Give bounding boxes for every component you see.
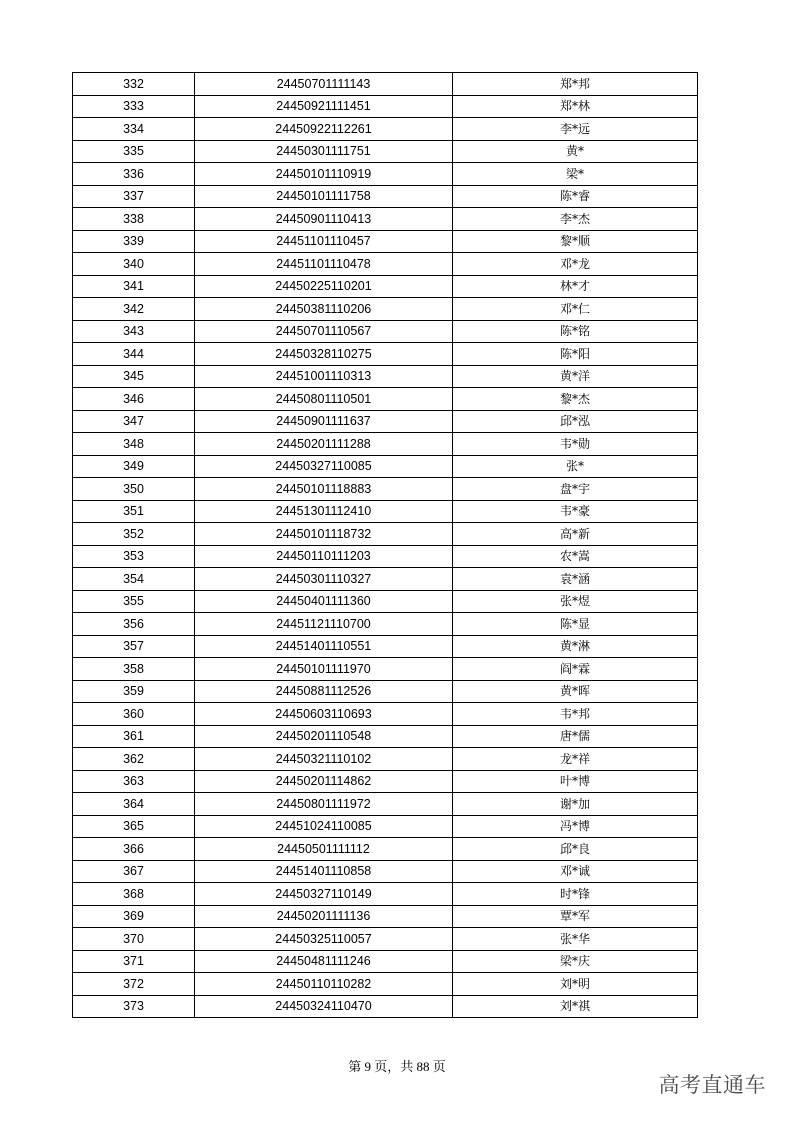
table-row	[73, 613, 698, 636]
exam-id-cell: 24451301112410	[195, 500, 453, 523]
name-cell: 唐*儒	[453, 725, 698, 748]
index-cell: 338	[73, 208, 195, 231]
table-row	[73, 343, 698, 366]
exam-id-cell: 24450701111143	[195, 73, 453, 96]
table-row	[73, 793, 698, 816]
exam-id-cell: 24450101111758	[195, 185, 453, 208]
name-cell: 黄*晖	[453, 680, 698, 703]
name-cell: 叶*博	[453, 770, 698, 793]
roster-table	[72, 72, 698, 1018]
index-cell: 372	[73, 973, 195, 996]
name-cell: 梁*	[453, 163, 698, 186]
table-row	[73, 950, 698, 973]
exam-id-cell: 24450201114862	[195, 770, 453, 793]
index-cell: 359	[73, 680, 195, 703]
exam-id-cell: 24450328110275	[195, 343, 453, 366]
index-cell: 356	[73, 613, 195, 636]
index-cell: 346	[73, 388, 195, 411]
table-row	[73, 725, 698, 748]
exam-id-cell: 24450481111246	[195, 950, 453, 973]
name-cell: 龙*祥	[453, 748, 698, 771]
table-row	[73, 455, 698, 478]
index-cell: 334	[73, 118, 195, 141]
exam-id-cell: 24450901110413	[195, 208, 453, 231]
name-cell: 袁*涵	[453, 568, 698, 591]
index-cell: 333	[73, 95, 195, 118]
name-cell: 梁*庆	[453, 950, 698, 973]
roster-table-body	[73, 73, 698, 1018]
index-cell: 337	[73, 185, 195, 208]
exam-id-cell: 24450201111288	[195, 433, 453, 456]
name-cell: 邱*良	[453, 838, 698, 861]
table-row	[73, 388, 698, 411]
name-cell: 陈*铭	[453, 320, 698, 343]
index-cell: 351	[73, 500, 195, 523]
table-row	[73, 815, 698, 838]
table-row	[73, 545, 698, 568]
index-cell: 369	[73, 905, 195, 928]
table-row	[73, 208, 698, 231]
name-cell: 郑*林	[453, 95, 698, 118]
name-cell: 黄*洋	[453, 365, 698, 388]
exam-id-cell: 24450381110206	[195, 298, 453, 321]
index-cell: 336	[73, 163, 195, 186]
table-row	[73, 73, 698, 96]
table-row	[73, 410, 698, 433]
name-cell: 刘*祺	[453, 995, 698, 1018]
index-cell: 344	[73, 343, 195, 366]
index-cell: 364	[73, 793, 195, 816]
name-cell: 陈*阳	[453, 343, 698, 366]
index-cell: 349	[73, 455, 195, 478]
exam-id-cell: 24450110111203	[195, 545, 453, 568]
name-cell: 邓*诚	[453, 860, 698, 883]
name-cell: 盘*宇	[453, 478, 698, 501]
index-cell: 335	[73, 140, 195, 163]
table-row	[73, 253, 698, 276]
name-cell: 黄*淋	[453, 635, 698, 658]
exam-id-cell: 24451121110700	[195, 613, 453, 636]
exam-id-cell: 24451024110085	[195, 815, 453, 838]
table-row	[73, 500, 698, 523]
name-cell: 张*华	[453, 928, 698, 951]
name-cell: 陈*睿	[453, 185, 698, 208]
exam-id-cell: 24451101110478	[195, 253, 453, 276]
watermark-logo: 高考直通车	[658, 1073, 766, 1097]
exam-id-cell: 24450101118883	[195, 478, 453, 501]
exam-id-cell: 24450921111451	[195, 95, 453, 118]
index-cell: 341	[73, 275, 195, 298]
index-cell: 353	[73, 545, 195, 568]
index-cell: 339	[73, 230, 195, 253]
page-number-text: 第 9 页，共 88 页	[348, 1059, 446, 1074]
index-cell: 370	[73, 928, 195, 951]
index-cell: 355	[73, 590, 195, 613]
name-cell: 郑*邦	[453, 73, 698, 96]
index-cell: 345	[73, 365, 195, 388]
table-row	[73, 973, 698, 996]
name-cell: 邱*泓	[453, 410, 698, 433]
name-cell: 韦*勋	[453, 433, 698, 456]
exam-id-cell: 24450701110567	[195, 320, 453, 343]
exam-id-cell: 24450801110501	[195, 388, 453, 411]
exam-id-cell: 24450101118732	[195, 523, 453, 546]
index-cell: 340	[73, 253, 195, 276]
table-row	[73, 658, 698, 681]
table-row	[73, 320, 698, 343]
index-cell: 360	[73, 703, 195, 726]
index-cell: 363	[73, 770, 195, 793]
table-row	[73, 883, 698, 906]
index-cell: 332	[73, 73, 195, 96]
index-cell: 357	[73, 635, 195, 658]
exam-id-cell: 24450881112526	[195, 680, 453, 703]
exam-id-cell: 24450327110085	[195, 455, 453, 478]
exam-id-cell: 24450301111751	[195, 140, 453, 163]
name-cell: 张*煜	[453, 590, 698, 613]
index-cell: 343	[73, 320, 195, 343]
table-row	[73, 770, 698, 793]
index-cell: 347	[73, 410, 195, 433]
name-cell: 张*	[453, 455, 698, 478]
table-row	[73, 95, 698, 118]
name-cell: 韦*豪	[453, 500, 698, 523]
index-cell: 352	[73, 523, 195, 546]
table-row	[73, 703, 698, 726]
exam-id-cell: 24451001110313	[195, 365, 453, 388]
name-cell: 黎*杰	[453, 388, 698, 411]
table-row	[73, 298, 698, 321]
table-row	[73, 680, 698, 703]
index-cell: 373	[73, 995, 195, 1018]
table-row	[73, 590, 698, 613]
index-cell: 342	[73, 298, 195, 321]
exam-id-cell: 24450325110057	[195, 928, 453, 951]
exam-id-cell: 24450110110282	[195, 973, 453, 996]
name-cell: 时*锋	[453, 883, 698, 906]
table-row	[73, 365, 698, 388]
exam-id-cell: 24450321110102	[195, 748, 453, 771]
index-cell: 368	[73, 883, 195, 906]
exam-id-cell: 24450501111112	[195, 838, 453, 861]
name-cell: 阎*霖	[453, 658, 698, 681]
name-cell: 陈*显	[453, 613, 698, 636]
name-cell: 冯*博	[453, 815, 698, 838]
name-cell: 高*新	[453, 523, 698, 546]
table-row	[73, 928, 698, 951]
name-cell: 谢*加	[453, 793, 698, 816]
exam-id-cell: 24451401110858	[195, 860, 453, 883]
exam-id-cell: 24450327110149	[195, 883, 453, 906]
table-row	[73, 230, 698, 253]
name-cell: 韦*邦	[453, 703, 698, 726]
exam-id-cell: 24450801111972	[195, 793, 453, 816]
table-row	[73, 163, 698, 186]
index-cell: 371	[73, 950, 195, 973]
name-cell: 邓*龙	[453, 253, 698, 276]
table-row	[73, 905, 698, 928]
index-cell: 358	[73, 658, 195, 681]
table-row	[73, 860, 698, 883]
exam-id-cell: 24451101110457	[195, 230, 453, 253]
index-cell: 354	[73, 568, 195, 591]
table-row	[73, 748, 698, 771]
exam-id-cell: 24450225110201	[195, 275, 453, 298]
table-row	[73, 118, 698, 141]
table-row	[73, 140, 698, 163]
table-row	[73, 995, 698, 1018]
name-cell: 林*才	[453, 275, 698, 298]
index-cell: 361	[73, 725, 195, 748]
name-cell: 刘*明	[453, 973, 698, 996]
index-cell: 350	[73, 478, 195, 501]
name-cell: 黎*顺	[453, 230, 698, 253]
exam-id-cell: 24450301110327	[195, 568, 453, 591]
table-row	[73, 478, 698, 501]
exam-id-cell: 24450603110693	[195, 703, 453, 726]
table-row	[73, 275, 698, 298]
exam-id-cell: 24451401110551	[195, 635, 453, 658]
table-row	[73, 185, 698, 208]
name-cell: 邓*仁	[453, 298, 698, 321]
exam-id-cell: 24450401111360	[195, 590, 453, 613]
name-cell: 覃*军	[453, 905, 698, 928]
exam-id-cell: 24450101110919	[195, 163, 453, 186]
exam-id-cell: 24450324110470	[195, 995, 453, 1018]
index-cell: 367	[73, 860, 195, 883]
name-cell: 农*嵩	[453, 545, 698, 568]
index-cell: 366	[73, 838, 195, 861]
table-row	[73, 635, 698, 658]
name-cell: 黄*	[453, 140, 698, 163]
exam-id-cell: 24450101111970	[195, 658, 453, 681]
table-row	[73, 523, 698, 546]
table-row	[73, 568, 698, 591]
exam-id-cell: 24450201111136	[195, 905, 453, 928]
index-cell: 362	[73, 748, 195, 771]
index-cell: 348	[73, 433, 195, 456]
index-cell: 365	[73, 815, 195, 838]
exam-id-cell: 24450201110548	[195, 725, 453, 748]
exam-id-cell: 24450901111637	[195, 410, 453, 433]
table-row	[73, 433, 698, 456]
table-row	[73, 838, 698, 861]
name-cell: 李*杰	[453, 208, 698, 231]
name-cell: 李*远	[453, 118, 698, 141]
exam-id-cell: 24450922112261	[195, 118, 453, 141]
